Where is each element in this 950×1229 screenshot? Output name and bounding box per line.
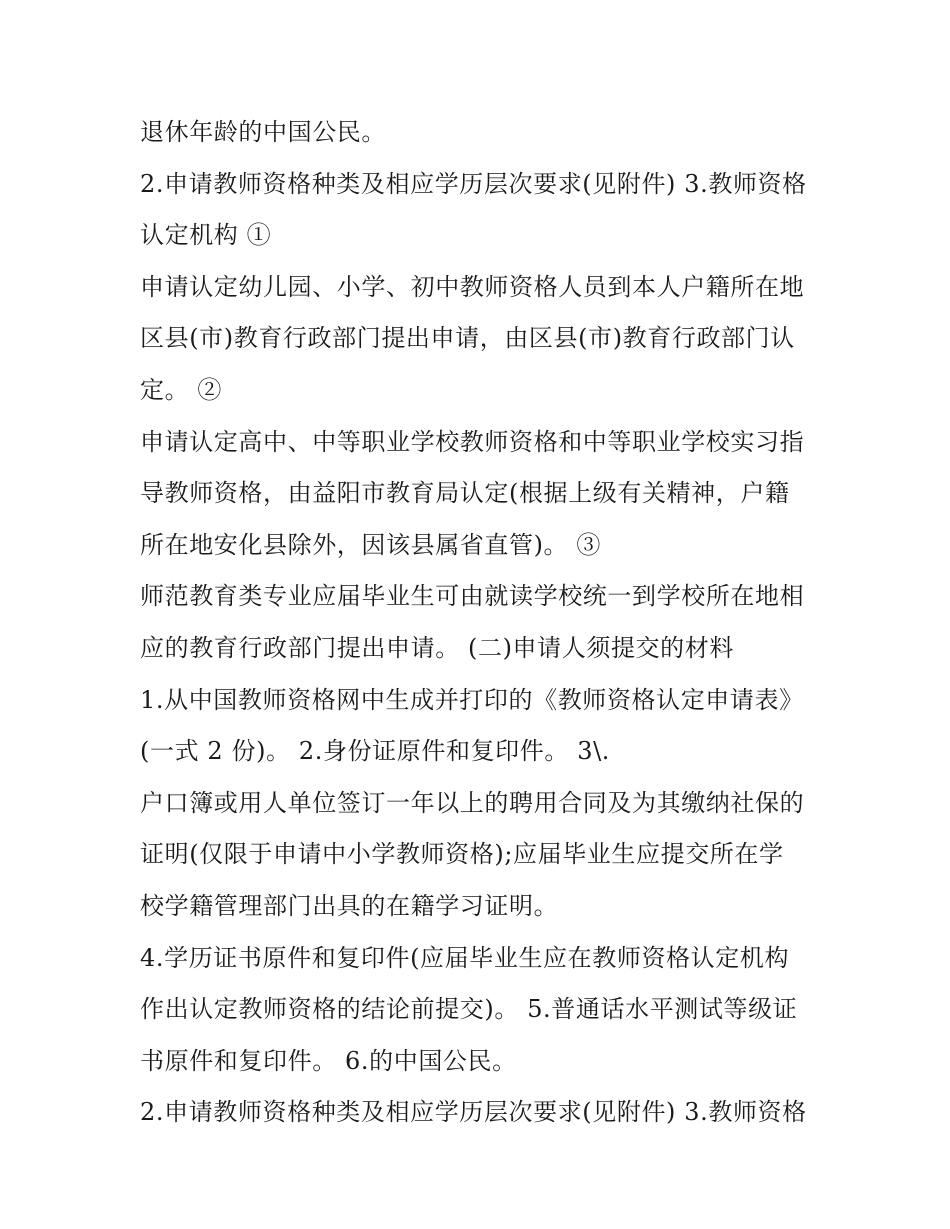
document-body [140,107,830,1139]
text-line: 作出认定教师资格的结论前提交)。 5.普通话水平测试等级证 [140,995,798,1024]
text-line: 户口簿或用人单位签订一年以上的聘用合同及为其缴纳社保的 [140,788,805,817]
text-line: 师范教育类专业应届毕业生可由就读学校统一到学校所在地相 [140,582,805,611]
text-line: (一式 2 份)。 2.身份证原件和复印件。 3\. [140,737,610,766]
text-line: 应的教育行政部门提出申请。 (二)申请人须提交的材料 [140,633,734,662]
text-line: 证明(仅限于申请中小学教师资格);应届毕业生应提交所在学 [140,840,784,869]
text-line: 校学籍管理部门出具的在籍学习证明。 [140,891,559,920]
text-line: 2.申请教师资格种类及相应学历层次要求(见附件) 3.教师资格 [140,1098,807,1127]
text-line: 定。 ② [140,375,223,404]
text-line: 区县(市)教育行政部门提出申请，由区县(市)教育行政部门认 [140,324,795,353]
text-line: 认定机构 ① [140,221,272,250]
text-line: 申请认定高中、中等职业学校教师资格和中等职业学校实习指 [140,427,805,456]
text-line: 导教师资格，由益阳市教育局认定(根据上级有关精神，户籍 [140,479,790,508]
text-line: 书原件和复印件。 6.的中国公民。 [140,1046,517,1075]
text-line: 2.申请教师资格种类及相应学历层次要求(见附件) 3.教师资格 [140,169,807,198]
text-line: 4.学历证书原件和复印件(应届毕业生应在教师资格认定机构 [140,943,790,972]
text-line: 退休年龄的中国公民。 [140,118,386,146]
text-line: 申请认定幼儿园、小学、初中教师资格人员到本人户籍所在地 [140,272,805,301]
text-line: 所在地安化县除外，因该县属省直管)。 ③ [140,530,601,559]
text-line: 1.从中国教师资格网中生成并打印的《教师资格认定申请表》 [140,685,804,714]
